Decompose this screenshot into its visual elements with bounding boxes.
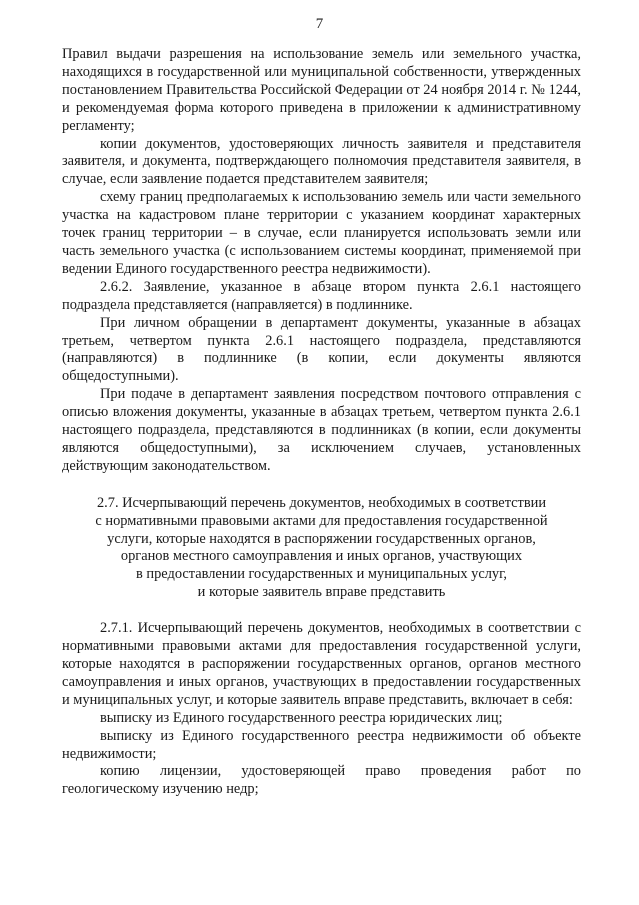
heading-line: в предоставлении государственных и муниципальных услуг,	[136, 566, 507, 583]
list-item: выписку из Единого государственного реестра юридических лиц;	[100, 709, 503, 726]
heading-line: услуги, которые находятся в распоряжении государственных органов,	[107, 530, 536, 547]
heading-line: органов местного самоуправления и иных органов, участвующих	[120, 548, 523, 565]
section-heading-2-7	[62, 495, 581, 602]
list-item: выписку из Единого государственного реестра недвижимости об объекте недвижимости;	[62, 727, 581, 762]
paragraph-2-7-1: 2.7.1. Исчерпывающий перечень документов, необходимых в соответствии с нормативными правовыми актами для предоставления государственной услуги, которые находятся в распоряжении государственных органов, органов местного самоуправления и иных органов, участвующих в предоставлении государственных и муниципальных услуг, и которые заявитель вправе представить, включает в себя:	[62, 620, 581, 708]
paragraph-continuation: Правил выдачи разрешения на использование земель или земельного участка, находящихся в государственной или муниципальной собственности, утвержденных постановлением Правительства Российской Федерации от 24 ноября 2014 г. № 1244, и рекомендуемая форма которого приведена в приложении к административному регламенту;	[62, 46, 581, 134]
list-item: копию лицензии, удостоверяющей право проведения работ по геологическому изучению недр;	[62, 763, 581, 798]
page-number: 7	[315, 16, 324, 32]
heading-line: и которые заявитель вправе представить	[197, 584, 446, 601]
paragraph: При подаче в департамент заявления посредством почтового отправления с описью вложения документы, указанные в абзацах третьем, четвертом пункта 2.6.1 настоящего подраздела, представляются в подлинниках (в копии, если документы являются общедоступными), за исключением случаев, установленных действующим законодательством.	[62, 386, 581, 474]
paragraph: схему границ предполагаемых к использованию земель или части земельного участка на кадастровом плане территории с указанием координат характерных точек границ территории – в случае, если планируется использовать земли или часть земельного участка (с использованием системы координат, применяемой при ведении Единого государственного реестра недвижимости).	[62, 189, 581, 277]
paragraph-2-6-2: 2.6.2. Заявление, указанное в абзаце втором пункта 2.6.1 настоящего подраздела представляется (направляется) в подлиннике.	[62, 278, 581, 313]
paragraph: При личном обращении в департамент документы, указанные в абзацах третьем, четвертом пункта 2.6.1 настоящего подраздела, представляются (направляются) в подлиннике (в копии, если документы являются общедоступными).	[62, 314, 581, 385]
paragraph: копии документов, удостоверяющих личность заявителя и представителя заявителя, и документа, подтверждающего полномочия представителя заявителя, в случае, если заявление подается представителем заявителя;	[62, 135, 581, 188]
heading-line: с нормативными правовыми актами для предоставления государственной	[95, 512, 548, 529]
heading-line: 2.7. Исчерпывающий перечень документов, необходимых в соответствии	[96, 494, 547, 511]
document-body	[62, 46, 581, 799]
